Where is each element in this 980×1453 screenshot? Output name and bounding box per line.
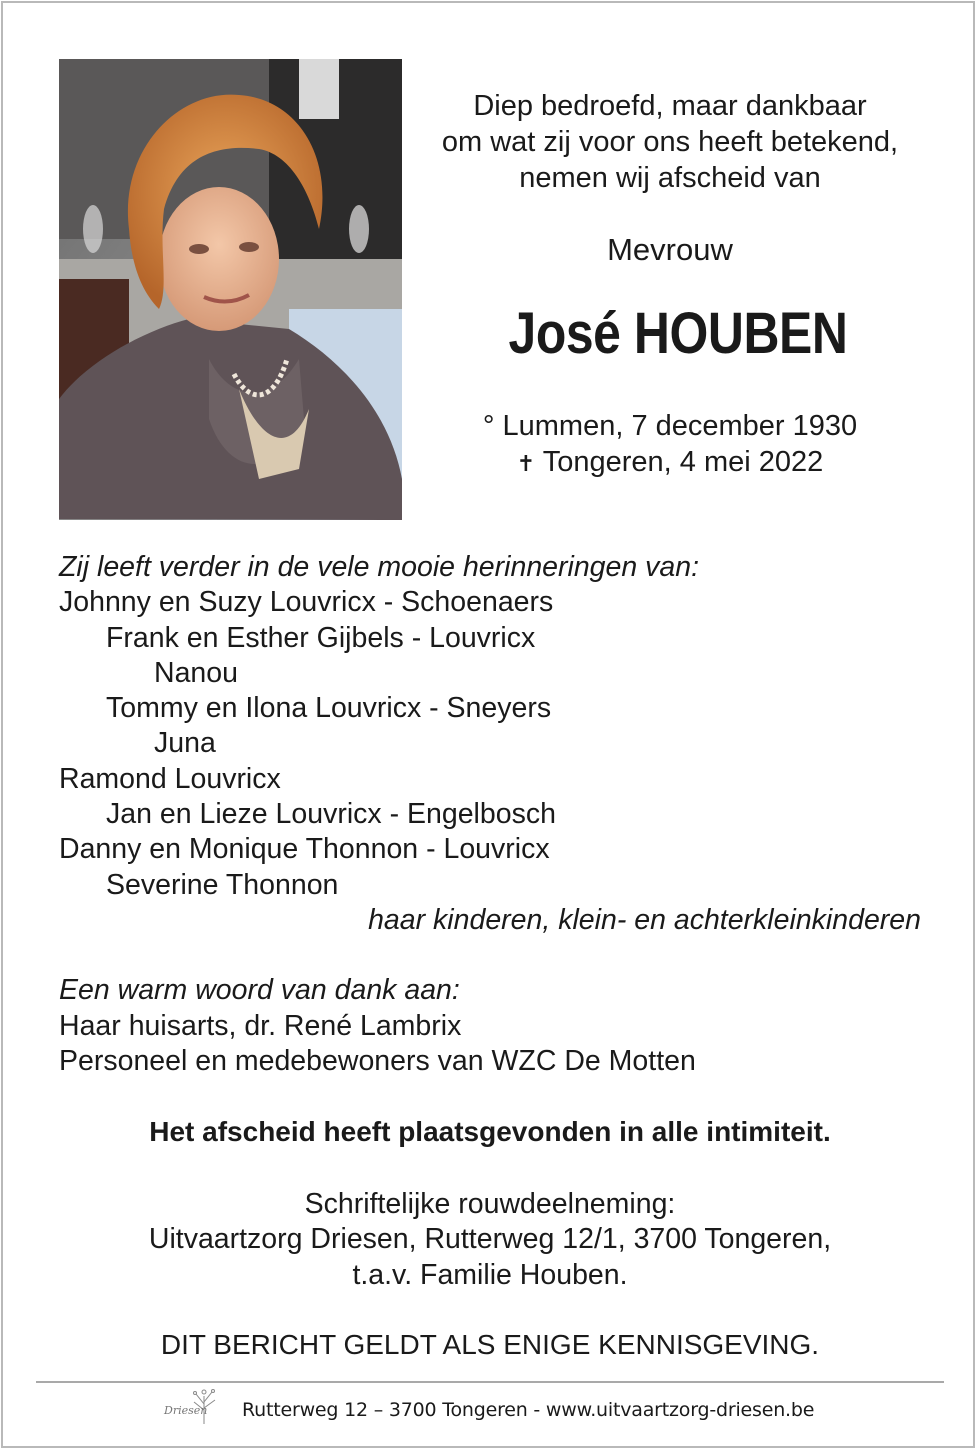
family-member: Danny en Monique Thonnon - Louvricx [59,833,550,866]
deceased-name: José HOUBEN [508,301,848,366]
intro-line: Diep bedroefd, maar dankbaar [473,90,867,122]
family-member: Frank en Esther Gijbels - Louvricx [106,621,536,654]
thanks-item: Haar huisarts, dr. René Lambrix [59,1009,462,1042]
family-member: Tommy en Ilona Louvricx - Sneyers [106,692,552,725]
condolence-attention: t.a.v. Familie Houben. [352,1258,628,1291]
intro-text [410,88,930,196]
death-text: Tongeren, 4 mei 2022 [542,446,824,478]
official-notice: DIT BERICHT GELDT ALS ENIGE KENNISGEVING. [160,1329,820,1360]
death-line [410,444,930,482]
footer-divider [36,1381,944,1383]
portrait-photo [59,59,402,520]
family-member: Ramond Louvricx [59,762,281,795]
birth-line: ° Lummen, 7 december 1930 [482,410,858,442]
intro-line: om wat zij voor ons heeft betekend, [441,126,899,158]
footer-contact: Rutterweg 12 – 3700 Tongeren - www.uitvaartzorg-driesen.be [242,1399,815,1421]
family-member: Nanou [154,656,238,689]
farewell-statement: Het afscheid heeft plaatsgevonden in alle intimiteit. [149,1116,831,1147]
family-heading: Zij leeft verder in de vele mooie herinneringen van: [59,551,700,583]
footer [0,1386,980,1436]
family-member: Johnny en Suzy Louvricx - Schoenaers [59,586,554,619]
family-member: Jan en Lieze Louvricx - Engelbosch [106,798,556,831]
family-member: Juna [154,727,216,760]
cross-icon: ✝ [516,451,536,476]
thanks-item: Personeel en medebewoners van WZC De Motten [59,1044,696,1077]
thanks-heading: Een warm woord van dank aan: [59,974,460,1007]
intro-line: nemen wij afscheid van [519,162,821,194]
family-section [59,550,939,1079]
condolence-block [0,1187,980,1293]
condolence-label: Schriftelijke rouwdeelneming: [304,1188,676,1220]
condolence-address: Uitvaartzorg Driesen, Rutterweg 12/1, 3700 Tongeren, [148,1223,832,1256]
driesen-logo [160,1386,224,1430]
family-relation: haar kinderen, klein- en achterkleinkinderen [368,903,921,936]
family-member: Severine Thonnon [106,868,339,901]
spacer [59,938,939,973]
logo-text: Driesen [164,1404,208,1417]
honorific: Mevrouw [607,232,733,267]
life-dates [410,408,930,482]
